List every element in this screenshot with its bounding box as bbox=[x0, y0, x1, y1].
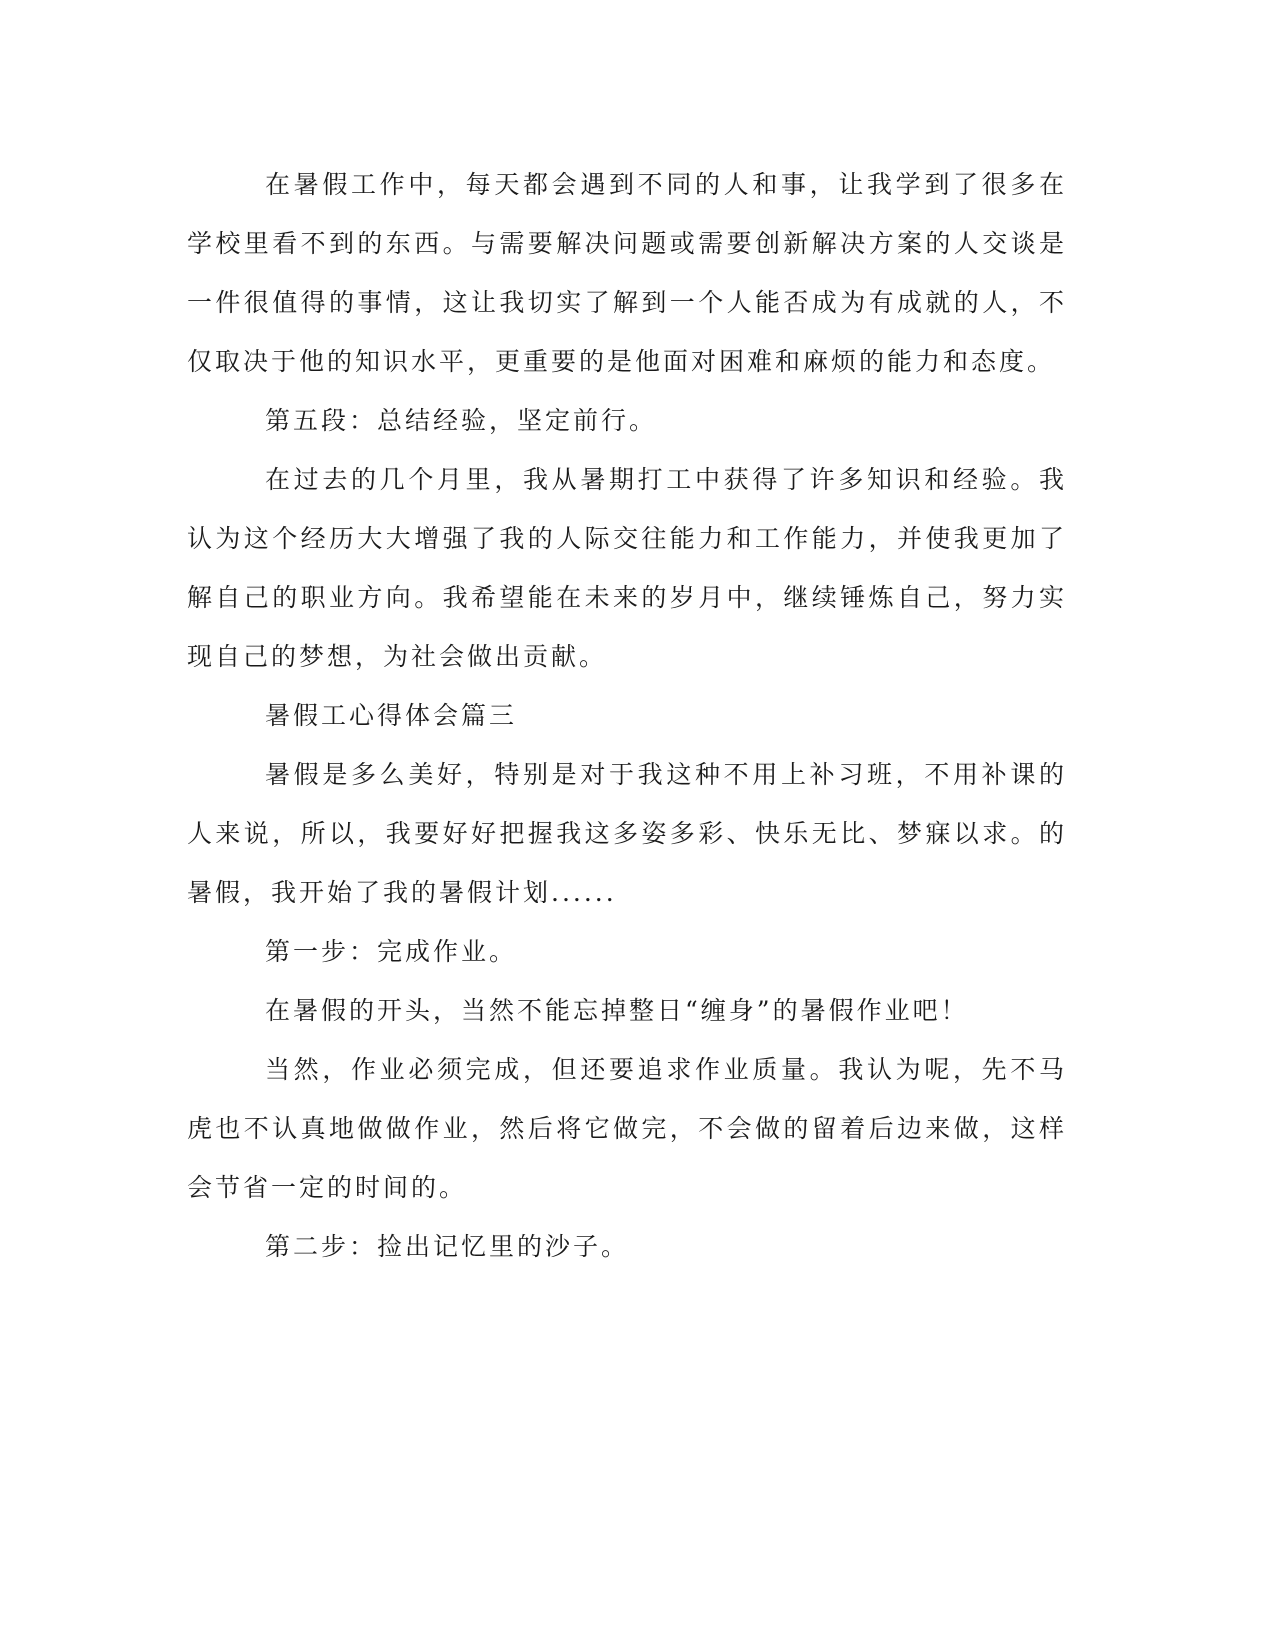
paragraph-summer-work-experience: 在暑假工作中，每天都会遇到不同的人和事，让我学到了很多在学校里看不到的东西。与需要解决问题或需要创新解决方案的人交谈是一件很值得的事情，这让我切实了解到一个人能否成为有成就的人，不仅取决于他的知识水平，更重要的是他面对困难和麻烦的能力和态度。 bbox=[187, 170, 1067, 376]
document-body bbox=[187, 155, 1067, 1276]
step-heading-two: 第二步：捡出记忆里的沙子。 bbox=[265, 1232, 630, 1261]
paragraph-homework-start: 在暑假的开头，当然不能忘掉整日“缠身”的暑假作业吧！ bbox=[265, 996, 969, 1025]
section-heading-fifth-part: 第五段：总结经验，坚定前行。 bbox=[265, 406, 658, 435]
step-heading-one: 第一步：完成作业。 bbox=[265, 937, 518, 966]
paragraph-summer-plan-intro: 暑假是多么美好，特别是对于我这种不用上补习班，不用补课的人来说，所以，我要好好把握我这多姿多彩、快乐无比、梦寐以求。的暑假，我开始了我的暑假计划...... bbox=[187, 760, 1067, 907]
paragraph-summary: 在过去的几个月里，我从暑期打工中获得了许多知识和经验。我认为这个经历大大增强了我的人际交往能力和工作能力，并使我更加了解自己的职业方向。我希望能在未来的岁月中，继续锤炼自己，努力实现自己的梦想，为社会做出贡献。 bbox=[187, 465, 1067, 671]
article-title-part-three: 暑假工心得体会篇三 bbox=[265, 701, 518, 730]
paragraph-homework-quality: 当然，作业必须完成，但还要追求作业质量。我认为呢，先不马虎也不认真地做做作业，然后将它做完，不会做的留着后边来做，这样会节省一定的时间的。 bbox=[187, 1055, 1067, 1202]
